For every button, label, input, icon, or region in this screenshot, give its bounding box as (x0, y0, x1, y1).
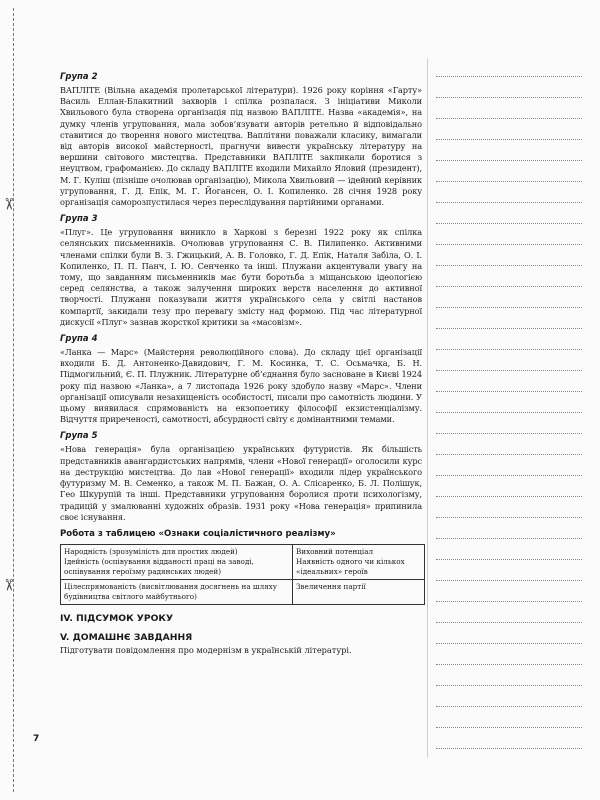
note-line (436, 412, 582, 413)
page-number: 7 (33, 734, 40, 744)
note-line (436, 244, 582, 245)
group-text: ВАПЛІТЕ (Вільна академія пролетарської літератури). 1926 року коріння «Гарту» Василь Еллан-Блакитний захворів і спілка розпалася. З ініціативи Миколи Хвильового була створена організація під назвою ВАПЛІТЕ. Назва «академія», на думку членів угруповання, мала зобов’язувати авторів ретельно й відповідально ставитися до творення нового мистецтва. Ваплітяни поважали класику, вимагали від авторів високої майстерності, прагнучи вивести українську літературу на вершини світового мистецтва. Представники ВАПЛІТЕ закликали боротися з неуцтвом, графоманією. До складу ВАПЛІТЕ входили Михайло Яловий (президент), М. Г. Куліш (пізніше очолював організацію), Микола Хвильовий — ідейний керівник угруповання, Г. Д. Епік, М. Г. Йогансен, О. І. Копиленко. 28 січня 1928 року організація саморозпустилася через переслідування партійними органами. (60, 85, 422, 208)
note-line (436, 265, 582, 266)
note-line (436, 286, 582, 287)
table-row (61, 544, 425, 579)
group-2 (60, 72, 422, 208)
group-title: Група 2 (60, 72, 98, 82)
note-line (436, 517, 582, 518)
group-title: Група 4 (60, 334, 98, 345)
group-text: «Плуг». Це угруповання виникло в Харкові з березні 1922 року як спілка селянських письменників. Очолював угруповання С. В. Пилипенко. Активними членами спілки були В. З. Гжицький, А. В. Головко, Г. Д. Епік, Наталя Забіла, О. І. Копиленко, П. П. Панч, І. Ю. Сенченко та інші. Плужани акцентували увагу на тому, що завданням письменників має бути боротьба з міщанською ідеологією серед селянства, а також залучення широких верств населення до активної творчості. Плужани показували життя українського села у світлі настанов компартії, закидали тезу про перевагу змісту над формою. Під час літературної дискусії «Плуг» зазнав жорсткої критики за «масовізм». (60, 227, 422, 327)
note-line (436, 202, 582, 203)
group-3 (60, 214, 422, 328)
note-line (436, 76, 582, 77)
note-line (436, 118, 582, 119)
note-line (436, 454, 582, 455)
note-line (436, 685, 582, 686)
group-text: «Ланка — Марс» (Майстерня революційного слова). До складу цієї організації входили Б. Д. Антоненко-Давидович, Г. М. Косинка, Т. С. Осьмачка, Б. Н. Підмогильний, Є. П. Плужник. Літературне об’єднання було засноване в Києві 1924 року під назвою «Ланка», а 7 листопада 1926 року здобуло назву «Марс». Члени організації описували незахищеність особистості, писали про самотність людини. У цьому виявилася спрямованість на екзопоетику філософії екзистенціалізму. Відчуття приреченості, самотності, абсурдності світу є домінантними темами. (60, 347, 422, 425)
scissors-icon: ✂ (0, 197, 19, 211)
table-cell: Цілеспрямованість (висвітлювання досягнень на шляху будівництва світлого майбутнього) (61, 579, 293, 604)
group-text: «Нова генерація» була організацією українських футуристів. Як більшість представників авангардистських напрямів, члени «Нової генерації» оголосили курс на деструкцію мистецтва. До лав «Нової генерації» входили лідер українського футуризму М. В. Семенко, а також М. П. Бажан, О. А. Слісаренко, Б. Л. Полішук, Гео Шкурупій та інші. Представники угруповання боролися проти психологізму, традицій у змалюванні художніх образів. 1931 року «Нова генерація» припинила своє існування. (60, 444, 422, 522)
table-cell: Звеличення партії (293, 579, 425, 604)
note-line (436, 139, 582, 140)
note-line (436, 475, 582, 476)
group-5 (60, 431, 422, 522)
note-line (436, 496, 582, 497)
note-line (436, 622, 582, 623)
note-line (436, 307, 582, 308)
note-line (436, 643, 582, 644)
table-cell: Народність (зрозумілість для простих людей) Ідейність (оспівування відданості праці на заводі, оспівування героїзму радянських людей) (61, 544, 293, 579)
group-title: Група 5 (60, 431, 98, 442)
note-line (436, 559, 582, 560)
homework-heading: V. ДОМАШНЄ ЗАВДАННЯ (60, 631, 193, 643)
note-line (436, 160, 582, 161)
note-line (436, 580, 582, 581)
socrealism-table (60, 544, 425, 605)
group-4 (60, 334, 422, 425)
note-line (436, 601, 582, 602)
scissors-icon: ✂ (0, 578, 19, 592)
group-title: Група 3 (60, 214, 98, 225)
note-line (436, 370, 582, 371)
table-title: Робота з таблицею «Ознаки соціалістичного реалізму» (60, 528, 336, 539)
cut-line (13, 8, 14, 792)
note-line (436, 97, 582, 98)
main-content (60, 72, 422, 655)
summary-heading: IV. ПІДСУМОК УРОКУ (60, 612, 174, 624)
note-line (436, 223, 582, 224)
note-line (436, 727, 582, 728)
notes-area (436, 58, 586, 758)
table-row (61, 579, 425, 604)
note-line (436, 664, 582, 665)
column-divider (427, 58, 428, 758)
note-line (436, 391, 582, 392)
note-line (436, 748, 582, 749)
note-line (436, 433, 582, 434)
homework-text: Підготувати повідомлення про модернізм в українській літературі. (60, 644, 352, 655)
note-line (436, 538, 582, 539)
note-line (436, 181, 582, 182)
note-line (436, 328, 582, 329)
table-cell: Виховний потенціал Наявність одного чи кількох «ідеальних» героїв (293, 544, 425, 579)
note-line (436, 349, 582, 350)
note-line (436, 706, 582, 707)
